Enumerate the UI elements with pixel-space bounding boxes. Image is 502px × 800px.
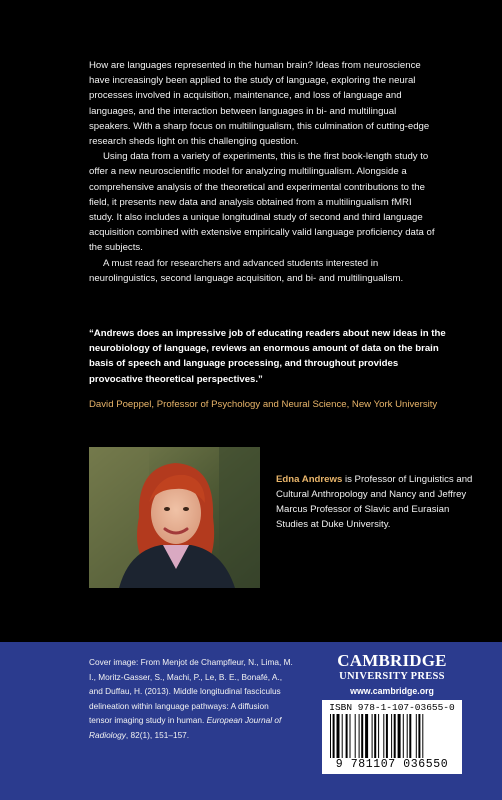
barcode-bar bbox=[394, 714, 396, 758]
isbn-label: ISBN 978-1-107-03655-0 bbox=[329, 702, 455, 713]
barcode-bar bbox=[386, 714, 388, 758]
barcode-bar bbox=[418, 714, 420, 758]
author-name: Edna Andrews bbox=[276, 474, 343, 485]
barcode-bar bbox=[378, 714, 379, 758]
barcode-bar bbox=[407, 714, 408, 758]
author-bio bbox=[276, 472, 476, 532]
barcode-bars bbox=[328, 714, 456, 758]
isbn-digits: 9 781107 036550 bbox=[335, 758, 449, 771]
barcode-bar bbox=[383, 714, 384, 758]
barcode-bar bbox=[342, 714, 343, 758]
cover-image-credit bbox=[89, 655, 294, 743]
barcode-bar bbox=[359, 714, 360, 758]
credit-journal: European Journal of Radiology bbox=[89, 715, 282, 740]
barcode-bar bbox=[422, 714, 423, 758]
barcode-bar bbox=[350, 714, 351, 758]
barcode-bar bbox=[403, 714, 404, 758]
barcode-bar bbox=[333, 714, 335, 758]
barcode-bar bbox=[365, 714, 368, 758]
barcode-bar bbox=[337, 714, 340, 758]
blurb bbox=[89, 58, 439, 286]
barcode-bar bbox=[416, 714, 417, 758]
barcode-bar bbox=[409, 714, 411, 758]
review-author: David Poeppel, Professor of Psychology and Neural Science, New York University bbox=[89, 399, 438, 410]
barcode-bar bbox=[355, 714, 356, 758]
blurb-paragraph-3: A must read for researchers and advanced students interested in neurolinguistics, second language acquisition, and bi- and multilingualism. bbox=[89, 257, 404, 284]
review-quote: “Andrews does an impressive job of educating readers about new ideas in the neurobiology of language, reviews an enormous amount of data on the brain basis of speech and language processing, and throughout provides provocative theoretical perspectives.” bbox=[89, 328, 446, 385]
blurb-paragraph-1: How are languages represented in the human brain? Ideas from neuroscience have increasingly been applied to the study of language, exploring the neural processes involved in acquisition, maintenance, and loss of language and languages, and the interaction between languages in bi- and multilingual speakers. With a sharp focus on multilingualism, this culmination of cutting-edge research sheds light on this challenging question. bbox=[89, 60, 430, 148]
publisher-subname: UNIVERSITY PRESS bbox=[339, 671, 445, 682]
barcode-bar bbox=[398, 714, 401, 758]
credit-citation: , 82(1), 151–157. bbox=[125, 729, 190, 740]
publisher-url: www.cambridge.org bbox=[350, 686, 434, 696]
barcode-bar bbox=[391, 714, 392, 758]
author-photo bbox=[89, 447, 260, 588]
author-portrait-image bbox=[89, 447, 260, 588]
isbn-barcode bbox=[322, 700, 462, 774]
blurb-paragraph-2: Using data from a variety of experiments, this is the first book-length study to offer a new neuroscientific model for analyzing multilingualism. Alongside a comprehensive analysis of the theoretical and experimental contributions to the field, it presents new data and analysis obtained from a multilingualism fMRI study. It also includes a unique longitudinal study of second and third language acquisition combined with extensive empirically valid language proficiency data of the subjects. bbox=[89, 151, 435, 254]
barcode-bar bbox=[361, 714, 363, 758]
barcode-bar bbox=[374, 714, 376, 758]
barcode-bar bbox=[372, 714, 373, 758]
barcode-bar bbox=[330, 714, 331, 758]
barcode-bar bbox=[346, 714, 348, 758]
credit-text: Cover image: From Menjot de Champfleur, N., Lima, M. I., Moritz-Gasser, S., Machi, P., Le, B. E., Bonafé, A., and Duffau, H. (2013). Middle longitudinal fasciculus delineation within language pathways: A diffusion tensor imaging study in human. bbox=[89, 657, 293, 726]
publisher-name: CAMBRIDGE bbox=[337, 651, 447, 670]
author-bio-text: is Professor of Linguistics and Cultural Anthropology and Nancy and Jeffrey Marcus Professor of Slavic and Eurasian Studies at Duke University. bbox=[276, 474, 473, 530]
